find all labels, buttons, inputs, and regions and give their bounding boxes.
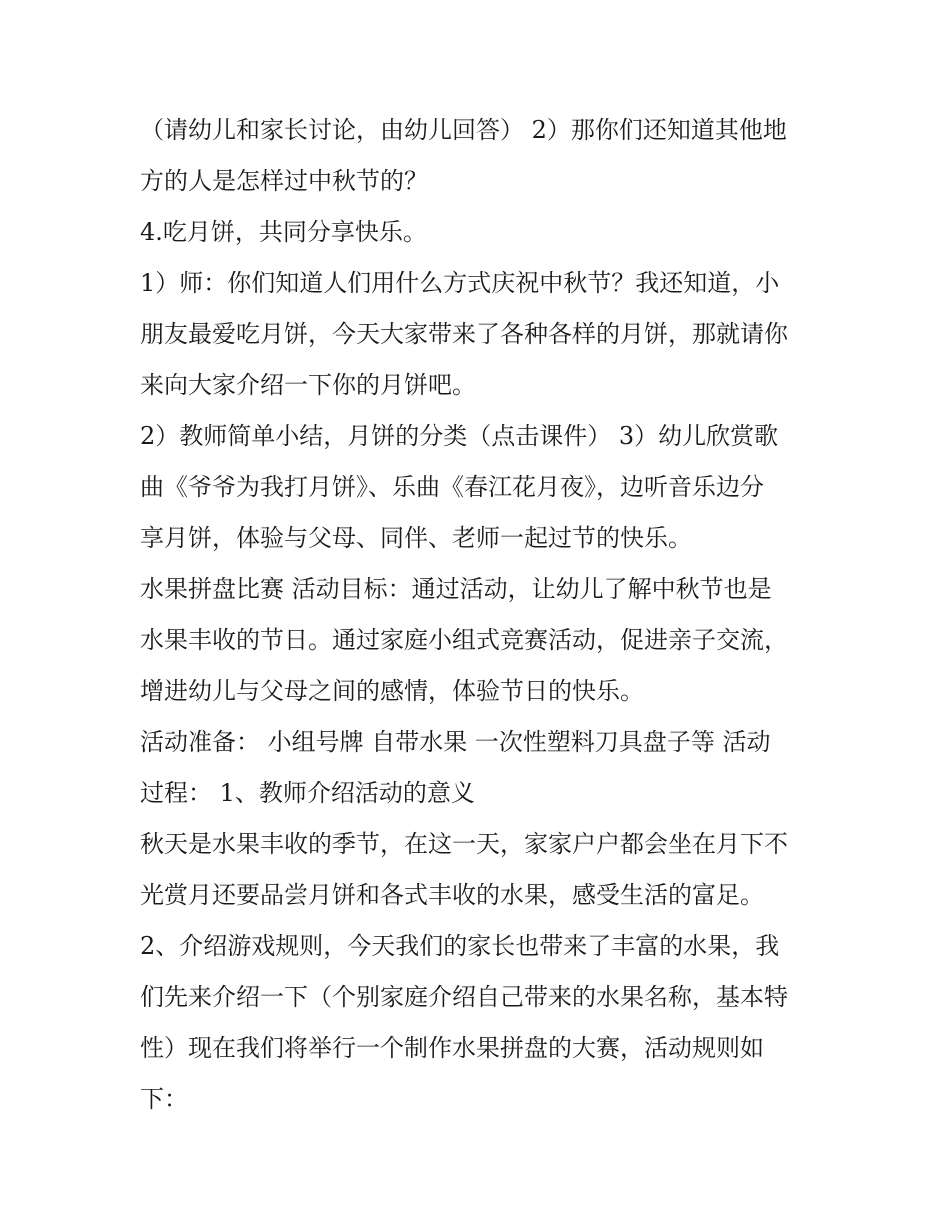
- text-line: 方的人是怎样过中秋节的？: [140, 167, 428, 195]
- text-line: 1）师：你们知道人们用什么方式庆祝中秋节？我还知道，小: [140, 269, 780, 297]
- text-line: 2、介绍游戏规则，今天我们的家长也带来了丰富的水果，我: [140, 932, 780, 960]
- text-line: 活动准备： 小组号牌 自带水果 一次性塑料刀具盘子等 活动: [140, 728, 771, 756]
- text-line: 来向大家介绍一下你的月饼吧。: [140, 371, 476, 399]
- text-line: 朋友最爱吃月饼，今天大家带来了各种各样的月饼，那就请你: [140, 320, 788, 348]
- text-line: 秋天是水果丰收的季节，在这一天，家家户户都会坐在月下不: [140, 830, 788, 858]
- document-body: [140, 105, 820, 1125]
- text-line: 享月饼，体验与父母、同伴、老师一起过节的快乐。: [140, 524, 692, 552]
- text-line: （请幼儿和家长讨论，由幼儿回答） 2）那你们还知道其他地: [140, 116, 787, 144]
- text-line: 曲《爷爷为我打月饼》、乐曲《春江花月夜》，边听音乐边分: [140, 473, 764, 501]
- text-line: 2）教师简单小结，月饼的分类（点击课件） 3）幼儿欣赏歌: [140, 422, 779, 450]
- text-line: 光赏月还要品尝月饼和各式丰收的水果，感受生活的富足。: [140, 881, 764, 909]
- text-line: 性）现在我们将举行一个制作水果拼盘的大赛，活动规则如: [140, 1034, 764, 1062]
- text-line: 们先来介绍一下（个别家庭介绍自己带来的水果名称，基本特: [140, 983, 788, 1011]
- text-line: 下：: [140, 1085, 188, 1113]
- text-line: 过程： 1、教师介绍活动的意义: [140, 779, 475, 807]
- text-line: 4.吃月饼，共同分享快乐。: [140, 218, 427, 246]
- text-line: 增进幼儿与父母之间的感情，体验节日的快乐。: [140, 677, 644, 705]
- text-line: 水果拼盘比赛 活动目标：通过活动，让幼儿了解中秋节也是: [140, 575, 772, 603]
- text-line: 水果丰收的节日。通过家庭小组式竞赛活动，促进亲子交流，: [140, 626, 788, 654]
